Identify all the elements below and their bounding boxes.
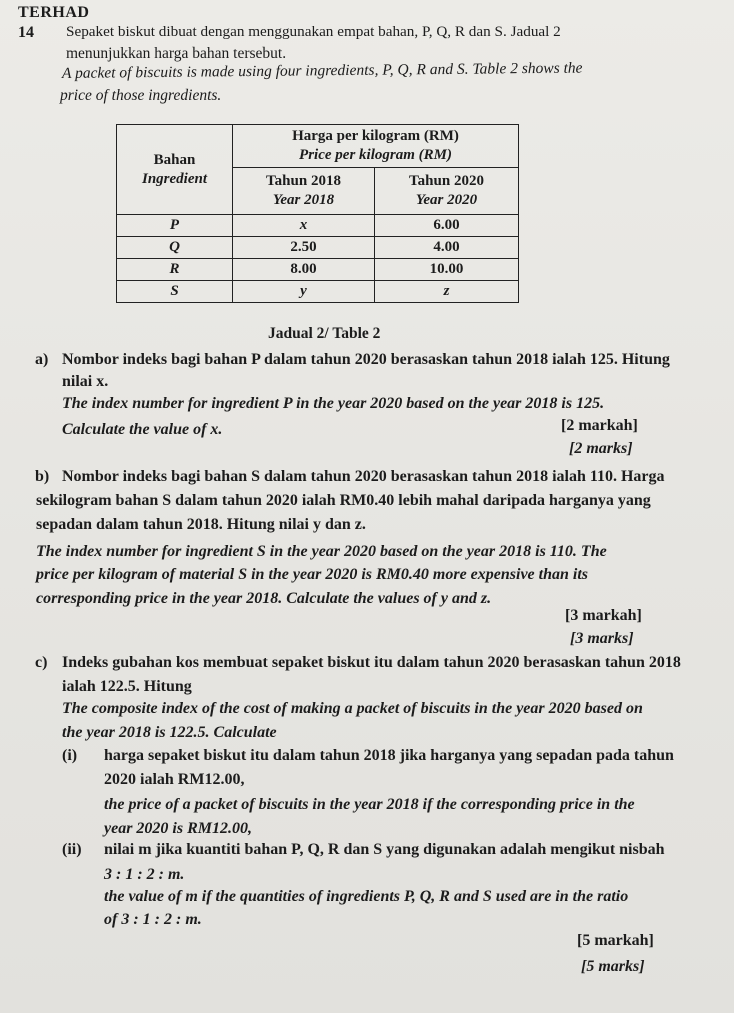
part-b-en-line3: corresponding price in the year 2018. Calculate the values of y and z. (36, 590, 492, 607)
part-b-marks-en: [3 marks] (570, 630, 634, 647)
table-caption: Jadual 2/ Table 2 (268, 325, 381, 342)
part-a-ms-line2: nilai x. (62, 373, 109, 390)
ingredient-header-en: Ingredient (141, 170, 207, 187)
table-row (117, 259, 519, 281)
part-c-en-line1: The composite index of the cost of making a packet of biscuits in the year 2020 based on (62, 700, 643, 717)
price-2020-cell: 6.00 (375, 215, 519, 237)
part-b-ms-line2: sekilogram bahan S dalam tahun 2020 ialah RM0.40 lebih mahal daripada harganya yang (36, 492, 651, 509)
part-c-i-ms-line1: harga sepaket biskut itu dalam tahun 2018 jika harganya yang sepadan pada tahun (104, 747, 674, 764)
table-row (117, 281, 519, 303)
price-header-ms: Harga per kilogram (RM) (292, 128, 459, 144)
part-b-ms-line1: Nombor indeks bagi bahan S dalam tahun 2020 berasaskan tahun 2018 ialah 110. Harga (62, 468, 665, 485)
year-2018-ms: Tahun 2018 (266, 173, 341, 189)
part-b-label: b) (35, 468, 50, 485)
price-header-en: Price per kilogram (RM) (299, 147, 452, 163)
intro-ms-line2: menunjukkan harga bahan tersebut. (66, 45, 287, 62)
part-c-marks-en: [5 marks] (581, 958, 645, 975)
ingredient-header (117, 125, 233, 215)
ingredient-cell: R (117, 259, 233, 281)
part-c-ii-label: (ii) (62, 841, 82, 858)
part-c-i-ms-line2: 2020 ialah RM12.00, (104, 771, 245, 788)
part-b-en-line2: price per kilogram of material S in the year 2020 is RM0.40 more expensive than its (36, 566, 588, 583)
year-2020-en: Year 2020 (415, 192, 478, 208)
price-2018-cell: y (233, 281, 375, 303)
part-b-marks-ms: [3 markah] (565, 607, 642, 624)
price-2018-cell: 2.50 (233, 237, 375, 259)
price-table (116, 124, 519, 303)
part-c-label: c) (35, 654, 48, 671)
intro-en-line1: A packet of biscuits is made using four ingredients, P, Q, R and S. Table 2 shows the (61, 59, 583, 82)
ingredient-cell: S (117, 281, 233, 303)
part-c-i-en-line1: the price of a packet of biscuits in the year 2018 if the corresponding price in the (104, 796, 635, 813)
table-row (117, 215, 519, 237)
part-a-en-line2: Calculate the value of x. (62, 421, 223, 438)
price-2020-cell: 4.00 (375, 237, 519, 259)
year-2020-header (375, 168, 519, 215)
part-c-i-en-line2: year 2020 is RM12.00, (104, 820, 252, 837)
restricted-header: TERHAD (18, 4, 90, 21)
part-a-label: a) (35, 351, 49, 368)
part-a-ms-line1: Nombor indeks bagi bahan P dalam tahun 2020 berasaskan tahun 2018 ialah 125. Hitung (62, 351, 670, 368)
question-number: 14 (18, 24, 34, 41)
part-a-marks-en: [2 marks] (569, 440, 633, 457)
price-2020-cell: 10.00 (375, 259, 519, 281)
part-c-ii-en-line2: of 3 : 1 : 2 : m. (104, 911, 202, 928)
part-c-ms-line1: Indeks gubahan kos membuat sepaket biskut itu dalam tahun 2020 berasaskan tahun 2018 (62, 654, 681, 671)
ingredient-header-ms: Bahan (153, 151, 196, 168)
price-2018-cell: 8.00 (233, 259, 375, 281)
ingredient-cell: P (117, 215, 233, 237)
price-header (233, 125, 519, 168)
table-row (117, 237, 519, 259)
price-2020-cell: z (375, 281, 519, 303)
intro-en-line2: price of those ingredients. (60, 87, 222, 104)
part-c-ii-ms-line2: 3 : 1 : 2 : m. (104, 866, 185, 883)
part-a-marks-ms: [2 markah] (561, 417, 638, 434)
ingredient-cell: Q (117, 237, 233, 259)
price-2018-cell: x (233, 215, 375, 237)
part-c-ii-ms-line1: nilai m jika kuantiti bahan P, Q, R dan S yang digunakan adalah mengikut nisbah (104, 841, 665, 858)
year-2018-en: Year 2018 (272, 192, 335, 208)
part-c-marks-ms: [5 markah] (577, 932, 654, 949)
part-c-ii-en-line1: the value of m if the quantities of ingredients P, Q, R and S used are in the ratio (104, 888, 629, 905)
intro-ms-line1: Sepaket biskut dibuat dengan menggunakan empat bahan, P, Q, R dan S. Jadual 2 (66, 23, 561, 40)
part-b-ms-line3: sepadan dalam tahun 2018. Hitung nilai y dan z. (36, 516, 366, 533)
part-c-en-line2: the year 2018 is 122.5. Calculate (62, 724, 277, 741)
year-2020-ms: Tahun 2020 (409, 173, 484, 189)
part-c-ms-line2: ialah 122.5. Hitung (62, 678, 192, 695)
part-b-en-line1: The index number for ingredient S in the year 2020 based on the year 2018 is 110. The (36, 543, 607, 560)
part-c-i-label: (i) (62, 747, 78, 764)
year-2018-header (233, 168, 375, 215)
part-a-en-line1: The index number for ingredient P in the year 2020 based on the year 2018 is 125. (62, 395, 605, 412)
